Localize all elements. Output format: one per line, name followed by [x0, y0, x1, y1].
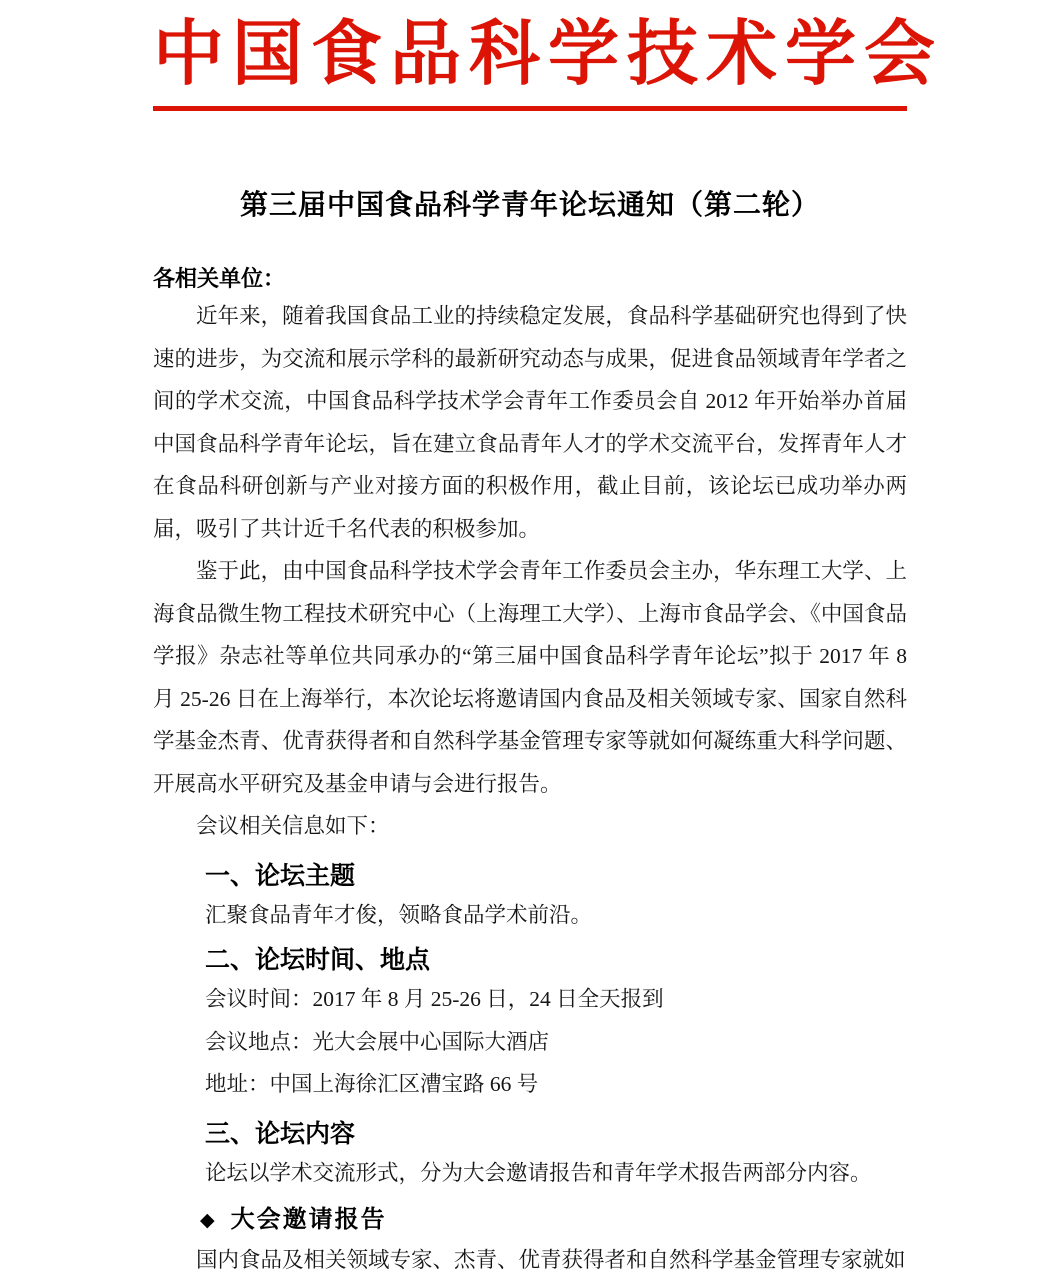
- section-heading-time-place: 二、论坛时间、地点: [205, 946, 431, 974]
- page-title: 第三届中国食品科学青年论坛通知（第二轮）: [239, 189, 820, 220]
- meeting-time: 会议时间：2017 年 8 月 25-26 日，24 日全天报到: [205, 987, 664, 1011]
- salutation: 各相关单位：: [153, 266, 286, 291]
- subsection-invited-reports: [200, 1202, 907, 1239]
- section-forum-theme: [205, 858, 907, 1195]
- meeting-venue: 会议地点：光大会展中心国际大酒店: [205, 1029, 550, 1054]
- intro-paragraph-1: 近年来，随着我国食品工业的持续稳定发展，食品科学基础研究也得到了快速的进步，为交流和展示学科的最新研究动态与成果，促进食品领域青年学者之间的学术交流，中国食品科学技术学会青年工作委员会自 2012 年开始举办首届中国食品科学青年论坛，旨在建立食品青年人才的学术交流平台，发挥青年人才在食品科研创新与产业对接方面的积极作用，截止目前，该论坛已成功举办两届，吸引了共计近千名代表的积极参加。: [153, 304, 907, 541]
- forum-content-text: 论坛以学术交流形式，分为大会邀请报告和青年学术报告两部分内容。: [205, 1160, 872, 1185]
- forum-theme-text: 汇聚食品青年才俊，领略食品学术前沿。: [205, 902, 593, 927]
- invited-reports-paragraph: 国内食品及相关领域专家、杰青、优青获得者和自然科学基金管理专家就如: [196, 1248, 906, 1272]
- organization-name: 中国食品科学技术学会: [153, 16, 944, 94]
- intro-paragraph-2: 鉴于此，由中国食品科学技术学会青年工作委员会主办，华东理工大学、上海食品微生物工程技术研究中心（上海理工大学）、上海市食品学会、《中国食品学报》杂志社等单位共同承办的“第三届中国食品科学青年论坛”拟于 2017 年 8 月 25-26 日在上海举行，本次论坛将邀请国内食品及相关领域专家、国家自然科学基金杰青、优青获得者和自然科学基金管理专家等就如何凝练重大科学问题、开展高水平研究及基金申请与会进行报告。: [153, 559, 907, 796]
- section-heading-content: 三、论坛内容: [205, 1119, 356, 1148]
- subsection-heading-label: 大会邀请报告: [230, 1207, 387, 1233]
- letterhead-rule: [153, 106, 907, 111]
- letterhead: [153, 0, 944, 111]
- meeting-address: 地址：中国上海徐汇区漕宝路 66 号: [205, 1072, 539, 1096]
- lead-in-line: 会议相关信息如下：: [196, 814, 390, 838]
- diamond-bullet-icon: ◆: [200, 1210, 215, 1231]
- section-heading-theme: 一、论坛主题: [205, 861, 356, 890]
